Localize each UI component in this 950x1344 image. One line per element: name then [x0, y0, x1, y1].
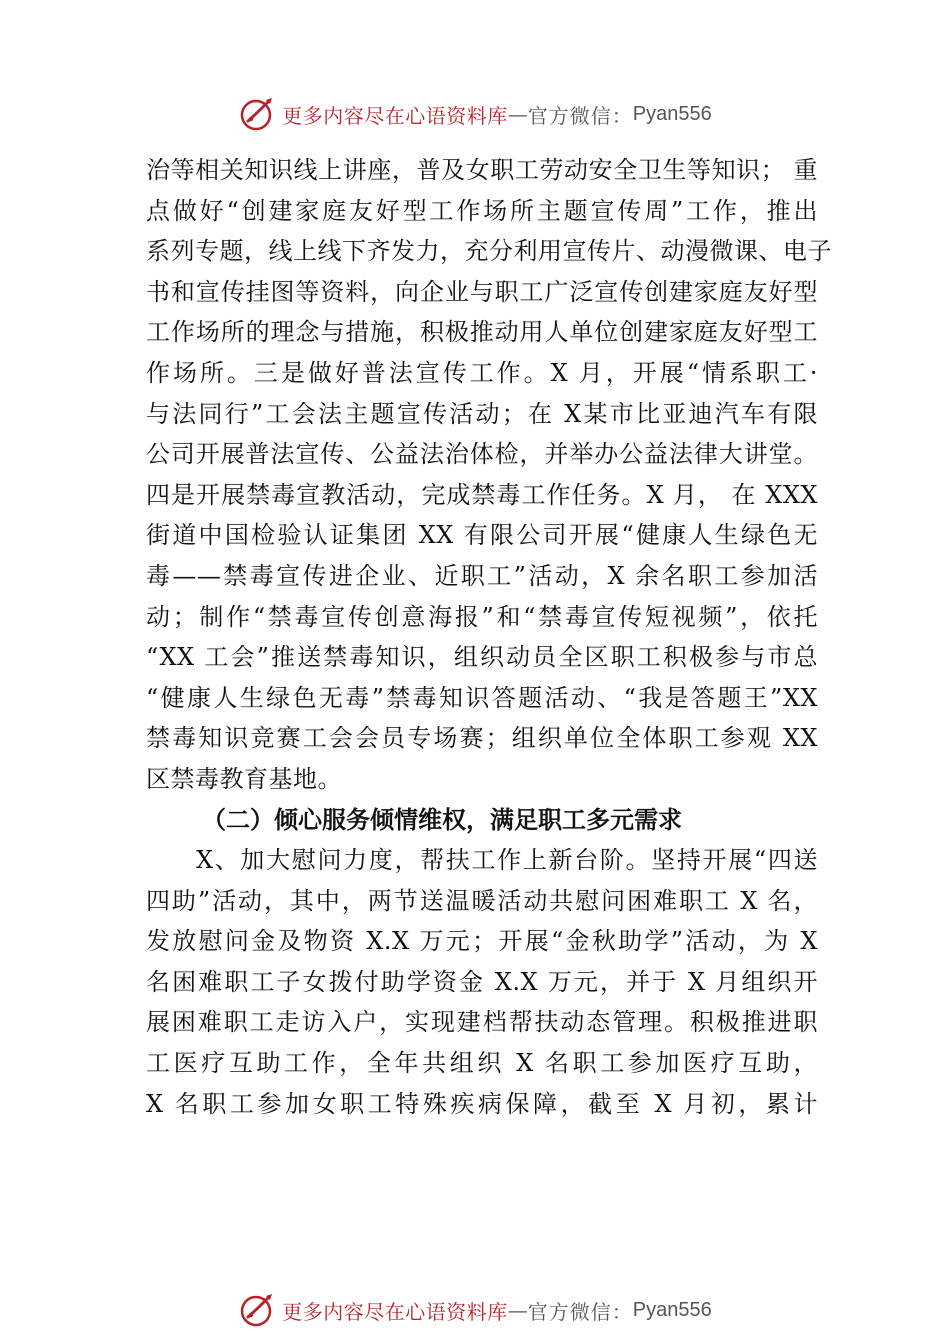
watermark-dash: —: [507, 1298, 528, 1322]
text-line: “XX 工会”推送禁毒知识，组织动员全区职工积极参与市总: [146, 643, 818, 672]
text-line: 禁毒知识竞赛工会会员专场赛；组织单位全体职工参观 XX: [146, 724, 818, 753]
text-line: 工作场所的理念与措施，积极推动用人单位创建家庭友好型工: [146, 318, 818, 347]
document-body: [146, 150, 832, 1124]
text-line: 四助”活动，其中，两节送温暖活动共慰问困难职工 X 名，: [146, 886, 818, 915]
watermark-text: 更多内容尽在心语资料库: [282, 103, 508, 128]
text-line: 毒——禁毒宣传进企业、近职工”活动，X 余名职工参加活: [146, 561, 818, 590]
text-line: 书和宣传挂图等资料，向企业与职工广泛宣传创建家庭友好型: [146, 277, 818, 306]
watermark-label: 官方微信：: [527, 1299, 633, 1324]
text-line: 展困难职工走访入户，实现建档帮扶动态管理。积极推进职: [146, 1008, 818, 1037]
watermark-account: Pyan556: [632, 102, 712, 125]
text-line: 点做好“创建家庭友好型工作场所主题宣传周”工作，推出: [146, 196, 818, 225]
text-line: 作场所。三是做好普法宣传工作。X 月，开展“情系职工·: [146, 358, 818, 387]
text-line: 系列专题，线上线下齐发力，充分利用宣传片、动漫微课、电子: [146, 237, 832, 266]
paragraph-2: [146, 840, 818, 1124]
pen-logo-icon: [238, 1290, 278, 1330]
text-line: 动；制作“禁毒宣传创意海报”和“禁毒宣传短视频”，依托: [146, 602, 818, 631]
text-line: “健康人生绿色无毒”禁毒知识答题活动、“我是答题王”XX: [146, 683, 818, 712]
section-heading: （二）倾心服务倾情维权，满足职工多元需求: [202, 805, 682, 834]
paragraph-1: [146, 150, 832, 800]
watermark-banner-top: [0, 94, 950, 134]
text-line: 发放慰问金及物资 X.X 万元；开展“金秋助学”活动，为 X: [146, 927, 818, 956]
text-line: 治等相关知识线上讲座，普及女职工劳动安全卫生等知识； 重: [146, 156, 818, 184]
text-line: 公司开展普法宣传、公益法治体检，并举办公益法律大讲堂。: [146, 440, 818, 469]
pen-logo-icon: [238, 94, 278, 134]
text-line: 街道中国检验认证集团 XX 有限公司开展“健康人生绿色无: [146, 521, 818, 550]
text-line: 名困难职工子女拨付助学资金 X.X 万元，并于 X 月组织开: [146, 967, 818, 996]
text-line: X 名职工参加女职工特殊疾病保障，截至 X 月初，累计: [146, 1089, 818, 1118]
text-line: 四是开展禁毒宣教活动，完成禁毒工作任务。X 月， 在 XXX: [146, 480, 818, 509]
watermark-account: Pyan556: [632, 1298, 712, 1321]
watermark-dash: —: [507, 102, 528, 126]
text-line: 工医疗互助工作，全年共组织 X 名职工参加医疗互助，: [146, 1049, 818, 1078]
text-line: X、加大慰问力度，帮扶工作上新台阶。坚持开展“四送: [196, 846, 818, 875]
watermark-text: 更多内容尽在心语资料库: [282, 1299, 508, 1324]
watermark-banner-bottom: [0, 1290, 950, 1330]
text-line: 与法同行”工会法主题宣传活动；在 X某市比亚迪汽车有限: [146, 399, 818, 428]
text-line: 区禁毒教育基地。: [146, 764, 342, 793]
watermark-label: 官方微信：: [527, 103, 633, 128]
